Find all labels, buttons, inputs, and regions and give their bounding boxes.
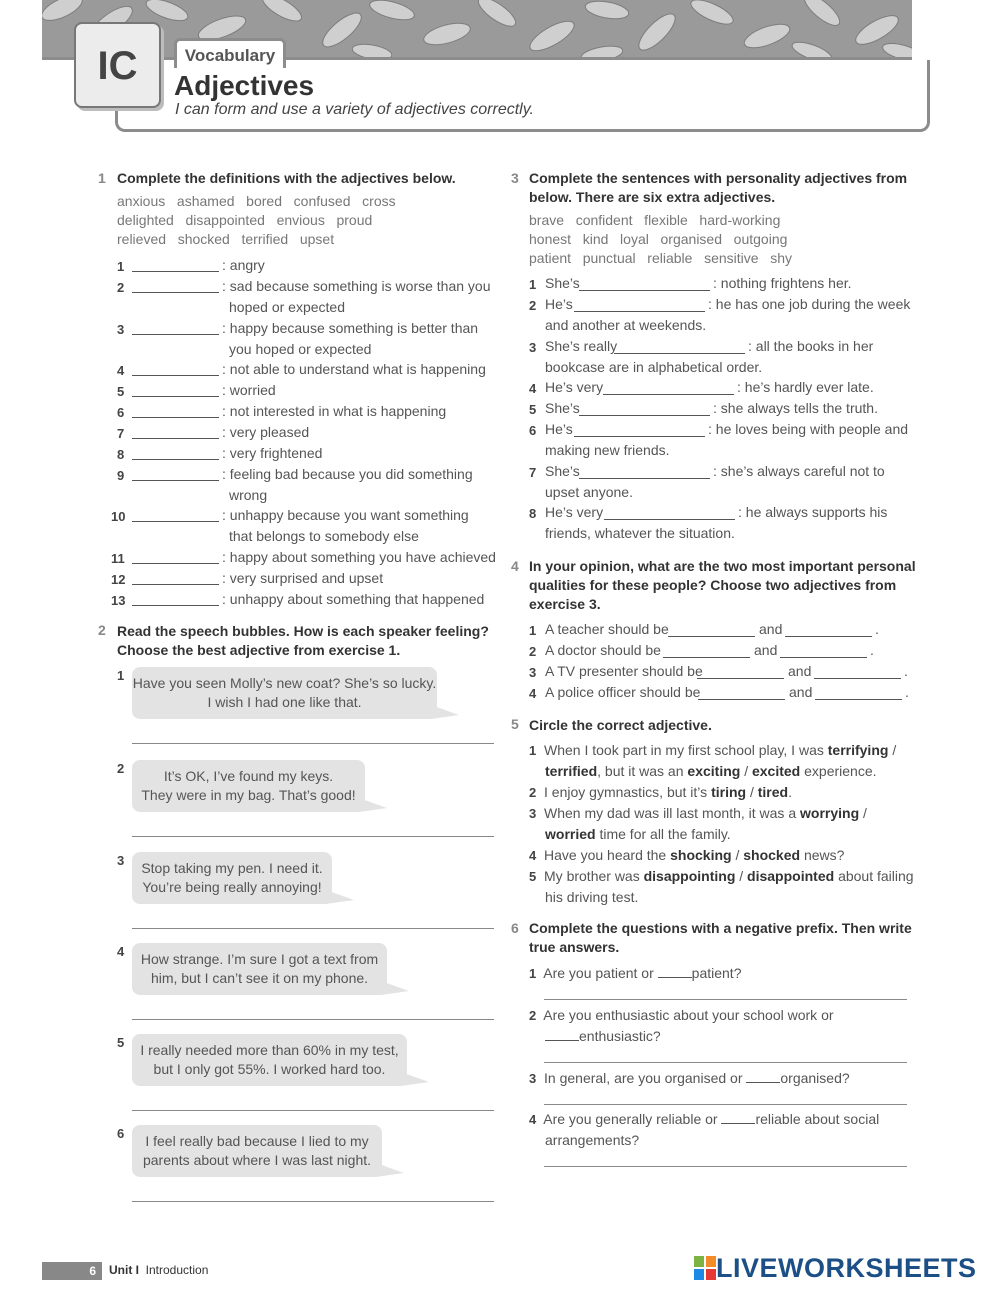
ex6-number: 6 (511, 920, 519, 936)
bubble-line: Have you seen Molly’s new coat? She’s so lucky. (132, 675, 437, 691)
ex3-item-text: : she’s always careful not to (713, 463, 885, 479)
ex3-item-text: : he’s hardly ever late. (737, 379, 874, 395)
ex4-period: . (870, 642, 874, 658)
ex2-instruction: Read the speech bubbles. How is each speaker feeling? (117, 623, 489, 639)
ex3-item-text: She’s (545, 400, 580, 416)
ex5-item-3: 3 When my dad was ill last month, it was a worrying / (529, 805, 867, 821)
bubble-tail (381, 981, 409, 995)
unit-code-badge: IC (74, 22, 161, 108)
answer-line[interactable] (132, 928, 494, 929)
ex3-item-text: She’s really (545, 338, 618, 354)
speech-bubble (132, 667, 437, 719)
ex5-option[interactable]: tired (757, 784, 789, 800)
ex3-item-text-cont: bookcase are in alphabetical order. (545, 359, 763, 375)
ex3-item-number: 1 (529, 277, 537, 292)
ex4-item-number: 3 (529, 665, 537, 680)
bubble-line: It’s OK, I’ve found my keys. (163, 768, 334, 784)
ex3-answer-blank[interactable] (574, 311, 705, 312)
ex1-answer-blank[interactable] (132, 563, 219, 564)
bubble-line: They were in my bag. That’s good! (141, 787, 356, 803)
ex3-instruction: Complete the sentences with personality adjectives from (529, 170, 908, 186)
ex1-answer-blank[interactable] (132, 521, 219, 522)
ex1-item-number: 10 (111, 509, 126, 524)
ex5-option[interactable]: worrying (800, 805, 860, 821)
ex1-answer-blank[interactable] (132, 417, 219, 418)
ex6-question-2-cont: enthusiastic? (545, 1026, 661, 1046)
ex1-definition-cont: hoped or expected (229, 299, 345, 315)
ex5-item-5: 5 My brother was disappointing / disappointed about failing (529, 868, 914, 884)
ex1-answer-blank[interactable] (132, 584, 219, 585)
ex1-answer-blank[interactable] (132, 605, 219, 606)
answer-line[interactable] (132, 836, 494, 837)
bubble-line: but I only got 55%. I worked hard too. (153, 1061, 386, 1077)
section-tab: Vocabulary (174, 38, 286, 68)
ex3-answer-blank[interactable] (579, 415, 710, 416)
ex2-number: 2 (98, 622, 106, 638)
logo-text: LIVEWORKSHEETS (716, 1253, 977, 1283)
ex4-instruction: exercise 3. (529, 596, 601, 612)
ex6-question-2: 2 Are you enthusiastic about your school work or (529, 1007, 834, 1023)
ex3-item-text-cont: making new friends. (545, 442, 670, 458)
ex5-item-4: 4 Have you heard the shocking / shocked news? (529, 847, 845, 863)
page-number: 6 (42, 1262, 102, 1280)
ex4-answer-blank[interactable] (668, 636, 755, 637)
ex3-answer-blank[interactable] (574, 436, 705, 437)
ex1-wordbank-row: delighted disappointed envious proud (117, 212, 373, 228)
ex3-item-text: He’s very (545, 379, 604, 395)
answer-line[interactable] (544, 1062, 907, 1063)
ex1-answer-blank[interactable] (132, 438, 219, 439)
ex1-definition: : very frightened (222, 445, 323, 461)
ex6-question-4: 4 Are you generally reliable or reliable about social (529, 1111, 880, 1127)
ex3-item-text: He’s very (545, 504, 604, 520)
ex5-option[interactable]: disappointing (643, 868, 736, 884)
ex6-question-1: 1 Are you patient or patient? (529, 965, 742, 981)
ex5-instruction: Circle the correct adjective. (529, 717, 712, 733)
ex1-item-number: 4 (117, 363, 125, 378)
ex4-number: 4 (511, 558, 519, 574)
ex3-answer-blank[interactable] (603, 394, 734, 395)
ex3-item-number: 8 (529, 506, 537, 521)
ex4-answer-blank[interactable] (698, 699, 785, 700)
ex2-instruction: Choose the best adjective from exercise 1. (117, 642, 401, 658)
ex3-item-text-cont: friends, whatever the situation. (545, 525, 735, 541)
ex5-option[interactable]: shocking (670, 847, 732, 863)
ex3-wordbank-row: patient punctual reliable sensitive shy (529, 250, 793, 266)
ex3-item-text: : he loves being with people and (708, 421, 909, 437)
ex1-item-number: 11 (111, 551, 125, 566)
logo-icon (694, 1256, 716, 1280)
ex4-and: and (789, 684, 813, 700)
bubble-line: You’re being really annoying! (142, 879, 322, 895)
ex1-definition: : happy because something is better than (222, 320, 479, 336)
bubble-line: I wish I had one like that. (207, 694, 362, 710)
ex3-instruction: below. There are six extra adjectives. (529, 189, 776, 205)
ex2-item-number: 3 (117, 853, 125, 868)
ex4-item-text: A police officer should be (545, 684, 701, 700)
ex4-item-text: A doctor should be (545, 642, 661, 658)
ex1-instruction: Complete the definitions with the adjectives below. (117, 170, 456, 186)
ex5-item1-text: When I took part in my first school play, I was (544, 742, 824, 758)
ex3-wordbank-row: honest kind loyal organised outgoing (529, 231, 788, 247)
ex1-number: 1 (98, 170, 106, 186)
ex4-instruction: In your opinion, what are the two most important personal (529, 558, 916, 574)
ex1-answer-blank[interactable] (132, 375, 219, 376)
ex1-answer-blank[interactable] (132, 396, 219, 397)
ex3-item-text: : he always supports his (738, 504, 888, 520)
pebble-pattern (42, 0, 912, 60)
answer-line[interactable] (132, 1201, 494, 1202)
ex4-answer-blank[interactable] (785, 636, 872, 637)
ex6-instruction: true answers. (529, 939, 620, 955)
speech-bubble (132, 760, 365, 812)
ex3-answer-blank[interactable] (579, 478, 710, 479)
page-title: Adjectives (174, 70, 315, 101)
ex3-answer-blank[interactable] (604, 519, 735, 520)
prefix-blank[interactable] (746, 1071, 780, 1083)
ex1-definition: : very pleased (222, 424, 310, 440)
ex3-item-text: : nothing frightens her. (713, 275, 852, 291)
ex4-instruction: qualities for these people? Choose two adjectives from (529, 577, 897, 593)
ex1-item-number: 12 (111, 572, 126, 587)
ex1-item-number: 8 (117, 447, 125, 462)
ex4-answer-blank[interactable] (815, 699, 902, 700)
ex3-item-text: She’s (545, 275, 580, 291)
ex1-answer-blank[interactable] (132, 334, 219, 335)
ex5-item-1: 1 When I took part in my first school play, I was terrifying / (529, 742, 897, 758)
answer-line[interactable] (132, 1019, 494, 1020)
ex1-definition: : worried (222, 382, 276, 398)
ex2-item-number: 4 (117, 944, 125, 959)
ex1-definition: : not interested in what is happening (222, 403, 447, 419)
ex3-item-text-cont: and another at weekends. (545, 317, 707, 333)
ex5-number: 5 (511, 716, 519, 732)
ex4-answer-blank[interactable] (697, 678, 784, 679)
ex1-definition: : sad because something is worse than you (222, 278, 491, 294)
ex2-item-number: 6 (117, 1126, 125, 1141)
ex4-item-text: A teacher should be (545, 621, 669, 637)
ex3-number: 3 (511, 170, 519, 186)
liveworksheets-logo[interactable] (694, 1253, 990, 1287)
bubble-tail (326, 890, 354, 904)
ex3-item-number: 4 (529, 381, 537, 396)
bubble-tail (376, 1163, 404, 1177)
ex5-option[interactable]: excited (751, 763, 801, 779)
ex1-item-number: 6 (117, 405, 125, 420)
ex3-item-number: 5 (529, 402, 537, 417)
ex1-wordbank-row: anxious ashamed bored confused cross (117, 193, 396, 209)
ex3-item-text-cont: upset anyone. (545, 484, 633, 500)
ex4-answer-blank[interactable] (780, 657, 867, 658)
ex6-question-3: 3 In general, are you organised or organised? (529, 1070, 850, 1086)
answer-line[interactable] (132, 1110, 494, 1111)
ex1-item-number: 3 (117, 322, 125, 337)
ex3-item-text: : all the books in her (748, 338, 874, 354)
ex1-definition-cont: that belongs to somebody else (229, 528, 419, 544)
ex4-period: . (875, 621, 879, 637)
speech-bubble (132, 943, 387, 995)
page-subtitle: I can form and use a variety of adjectives correctly. (175, 101, 534, 118)
header-banner (42, 0, 912, 60)
ex1-answer-blank[interactable] (132, 480, 219, 481)
ex5-option[interactable]: shocked (743, 847, 801, 863)
ex4-and: and (759, 621, 783, 637)
bubble-line: parents about where I was last night. (142, 1152, 372, 1168)
ex3-item-number: 3 (529, 340, 537, 355)
answer-line[interactable] (544, 1166, 907, 1167)
ex1-answer-blank[interactable] (132, 292, 219, 293)
bubble-tail (359, 798, 387, 812)
ex1-definition: : feeling bad because you did something (222, 466, 473, 482)
ex6-instruction: Complete the questions with a negative prefix. Then write (529, 920, 912, 936)
ex4-item-number: 4 (529, 686, 537, 701)
bubble-line: Stop taking my pen. I need it. (141, 860, 323, 876)
bubble-line: I feel really bad because I lied to my (145, 1133, 369, 1149)
ex3-item-text: He’s (545, 421, 573, 437)
ex3-answer-blank[interactable] (614, 353, 745, 354)
ex3-item-text: : she always tells the truth. (713, 400, 878, 416)
ex5-item-2: 2 I enjoy gymnastics, but it’s tiring / tired. (529, 784, 792, 800)
bubble-line: How strange. I’m sure I got a text from (140, 951, 379, 967)
ex1-definition: : unhappy because you want something (222, 507, 469, 523)
ex1-definition-cont: wrong (229, 487, 268, 503)
bubble-tail (431, 705, 459, 719)
ex4-period: . (904, 663, 908, 679)
ex5-option[interactable]: tiring (711, 784, 747, 800)
ex5-item-3-cont: worried time for all the family. (545, 826, 731, 842)
ex5-item-5-cont: his driving test. (545, 889, 639, 905)
ex4-answer-blank[interactable] (663, 657, 750, 658)
ex1-item-number: 9 (117, 468, 125, 483)
bubble-line: I really needed more than 60% in my test, (140, 1042, 399, 1058)
ex1-item-number: 13 (111, 593, 126, 608)
ex4-and: and (788, 663, 812, 679)
ex1-definition-cont: you hoped or expected (229, 341, 372, 357)
ex3-answer-blank[interactable] (579, 290, 710, 291)
ex4-item-number: 2 (529, 644, 537, 659)
ex3-wordbank-row: brave confident flexible hard-working (529, 212, 781, 228)
ex1-item-number: 5 (117, 384, 125, 399)
bubble-tail (401, 1072, 429, 1086)
ex3-item-number: 2 (529, 298, 537, 313)
ex1-wordbank-row: relieved shocked terrified upset (117, 231, 335, 247)
prefix-blank[interactable] (545, 1029, 579, 1041)
footer-unit: Unit I Introduction (109, 1263, 209, 1277)
ex5-option[interactable]: disappointed (747, 868, 835, 884)
ex1-item-number: 7 (117, 426, 125, 441)
ex5-option[interactable]: exciting (687, 763, 741, 779)
ex3-item-number: 6 (529, 423, 537, 438)
ex1-answer-blank[interactable] (132, 271, 219, 272)
bubble-line: him, but I can’t see it on my phone. (150, 970, 369, 986)
answer-line[interactable] (132, 743, 494, 744)
ex4-period: . (905, 684, 909, 700)
ex2-item-number: 1 (117, 668, 125, 683)
ex5-option[interactable]: worried (545, 826, 596, 842)
ex1-definition: : unhappy about something that happened (222, 591, 485, 607)
ex1-definition: : happy about something you have achieved (222, 549, 496, 565)
prefix-blank[interactable] (658, 966, 692, 978)
ex3-item-text: He’s (545, 296, 573, 312)
ex3-item-number: 7 (529, 465, 537, 480)
answer-line[interactable] (544, 1104, 907, 1105)
speech-bubble (132, 852, 332, 904)
ex1-definition: : not able to understand what is happening (222, 361, 486, 377)
ex4-and: and (754, 642, 778, 658)
ex5-item-1-cont: terrified, but it was an exciting / excited experience. (545, 763, 877, 779)
prefix-blank[interactable] (721, 1112, 755, 1124)
ex1-definition: : angry (222, 257, 265, 273)
ex3-item-text: : he has one job during the week (708, 296, 911, 312)
ex1-item-number: 1 (117, 259, 125, 274)
answer-line[interactable] (544, 999, 907, 1000)
ex6-question-4-cont: arrangements? (545, 1132, 640, 1148)
ex3-item-text: She’s (545, 463, 580, 479)
ex2-item-number: 5 (117, 1035, 125, 1050)
ex4-answer-blank[interactable] (814, 678, 901, 679)
ex2-item-number: 2 (117, 761, 125, 776)
speech-bubble (132, 1125, 382, 1177)
ex4-item-text: A TV presenter should be (545, 663, 703, 679)
ex4-item-number: 1 (529, 623, 537, 638)
speech-bubble (132, 1034, 407, 1086)
ex5-option[interactable]: terrifying (827, 742, 889, 758)
ex5-option[interactable]: terrified (545, 763, 598, 779)
ex1-definition: : very surprised and upset (222, 570, 384, 586)
ex1-answer-blank[interactable] (132, 459, 219, 460)
ex1-item-number: 2 (117, 280, 125, 295)
